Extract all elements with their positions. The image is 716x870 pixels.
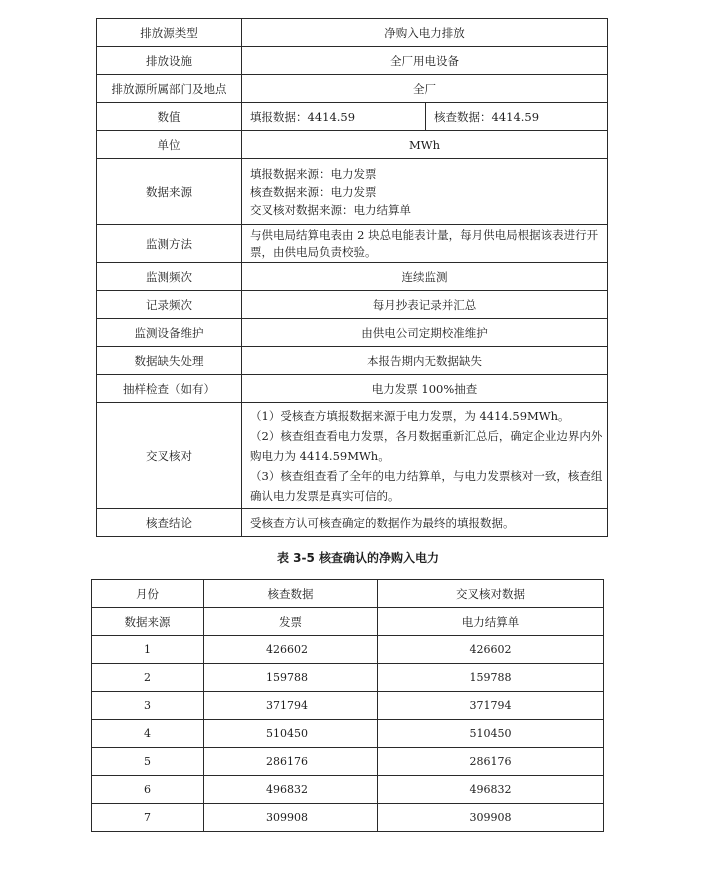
label-monitoring-frequency: 监测频次 (96, 262, 242, 291)
table-row-cross: 159788 (377, 663, 604, 692)
table-row-cross: 426602 (377, 635, 604, 664)
label-monitoring-method: 监测方法 (96, 224, 242, 263)
subheader-data-source: 数据来源 (91, 607, 204, 636)
label-emission-type: 排放源类型 (96, 18, 242, 47)
value-reported: 填报数据：4414.59 (241, 102, 426, 131)
value-cross-check (241, 402, 608, 509)
table-row-verified: 286176 (203, 747, 378, 776)
table-row-verified: 496832 (203, 775, 378, 804)
label-missing-data: 数据缺失处理 (96, 346, 242, 375)
label-department: 排放源所属部门及地点 (96, 74, 242, 103)
label-facility: 排放设施 (96, 46, 242, 75)
cross-check-line: （2）核查组查看电力发票，各月数据重新汇总后，确定企业边界内外购电力为 4414.59MWh。 (250, 428, 603, 463)
table-row-month: 5 (91, 747, 204, 776)
table-row-cross: 286176 (377, 747, 604, 776)
table-row-cross: 309908 (377, 803, 604, 832)
table-row-cross: 510450 (377, 719, 604, 748)
table-row-month: 2 (91, 663, 204, 692)
data-source-line: 核查数据来源：电力发票 (250, 184, 377, 199)
label-data-source: 数据来源 (96, 158, 242, 225)
label-sampling-check: 抽样检查（如有） (96, 374, 242, 403)
value-conclusion: 受核查方认可核查确定的数据作为最终的填报数据。 (241, 508, 608, 537)
value-record-frequency: 每月抄表记录并汇总 (241, 290, 608, 319)
header-verified-data: 核查数据 (203, 579, 378, 608)
value-verified: 核查数据：4414.59 (425, 102, 608, 131)
table-row-verified: 371794 (203, 691, 378, 720)
table-row-month: 6 (91, 775, 204, 804)
table-row-month: 3 (91, 691, 204, 720)
table-row-month: 7 (91, 803, 204, 832)
table-caption: 表 3-5 核查确认的净购入电力 (276, 551, 440, 565)
table-row-verified: 309908 (203, 803, 378, 832)
subheader-settlement: 电力结算单 (377, 607, 604, 636)
label-values: 数值 (96, 102, 242, 131)
data-source-line: 填报数据来源：电力发票 (250, 166, 377, 181)
value-sampling-check: 电力发票 100%抽查 (241, 374, 608, 403)
table-row-cross: 496832 (377, 775, 604, 804)
table-row-verified: 159788 (203, 663, 378, 692)
value-emission-type: 净购入电力排放 (241, 18, 608, 47)
label-unit: 单位 (96, 130, 242, 159)
value-missing-data: 本报告期内无数据缺失 (241, 346, 608, 375)
table-row-cross: 371794 (377, 691, 604, 720)
subheader-invoice: 发票 (203, 607, 378, 636)
label-equipment-maintenance: 监测设备维护 (96, 318, 242, 347)
label-cross-check: 交叉核对 (96, 402, 242, 509)
value-monitoring-frequency: 连续监测 (241, 262, 608, 291)
label-conclusion: 核查结论 (96, 508, 242, 537)
header-cross-check-data: 交叉核对数据 (377, 579, 604, 608)
cross-check-line: （1）受核查方填报数据来源于电力发票，为 4414.59MWh。 (250, 408, 570, 423)
value-facility: 全厂用电设备 (241, 46, 608, 75)
table-row-month: 1 (91, 635, 204, 664)
cross-check-line: （3）核查组查看了全年的电力结算单，与电力发票核对一致，核查组确认电力发票是真实可信的。 (250, 468, 603, 503)
value-unit: MWh (241, 130, 608, 159)
table-row-month: 4 (91, 719, 204, 748)
value-monitoring-method: 与供电局结算电表由 2 块总电能表计量，每月供电局根据该表进行开票，由供电局负责校验。 (241, 224, 608, 263)
data-source-line: 交叉核对数据来源：电力结算单 (250, 202, 411, 217)
value-department: 全厂 (241, 74, 608, 103)
value-data-source (241, 158, 608, 225)
value-equipment-maintenance: 由供电公司定期校准维护 (241, 318, 608, 347)
label-record-frequency: 记录频次 (96, 290, 242, 319)
header-month: 月份 (91, 579, 204, 608)
table-row-verified: 510450 (203, 719, 378, 748)
table-row-verified: 426602 (203, 635, 378, 664)
